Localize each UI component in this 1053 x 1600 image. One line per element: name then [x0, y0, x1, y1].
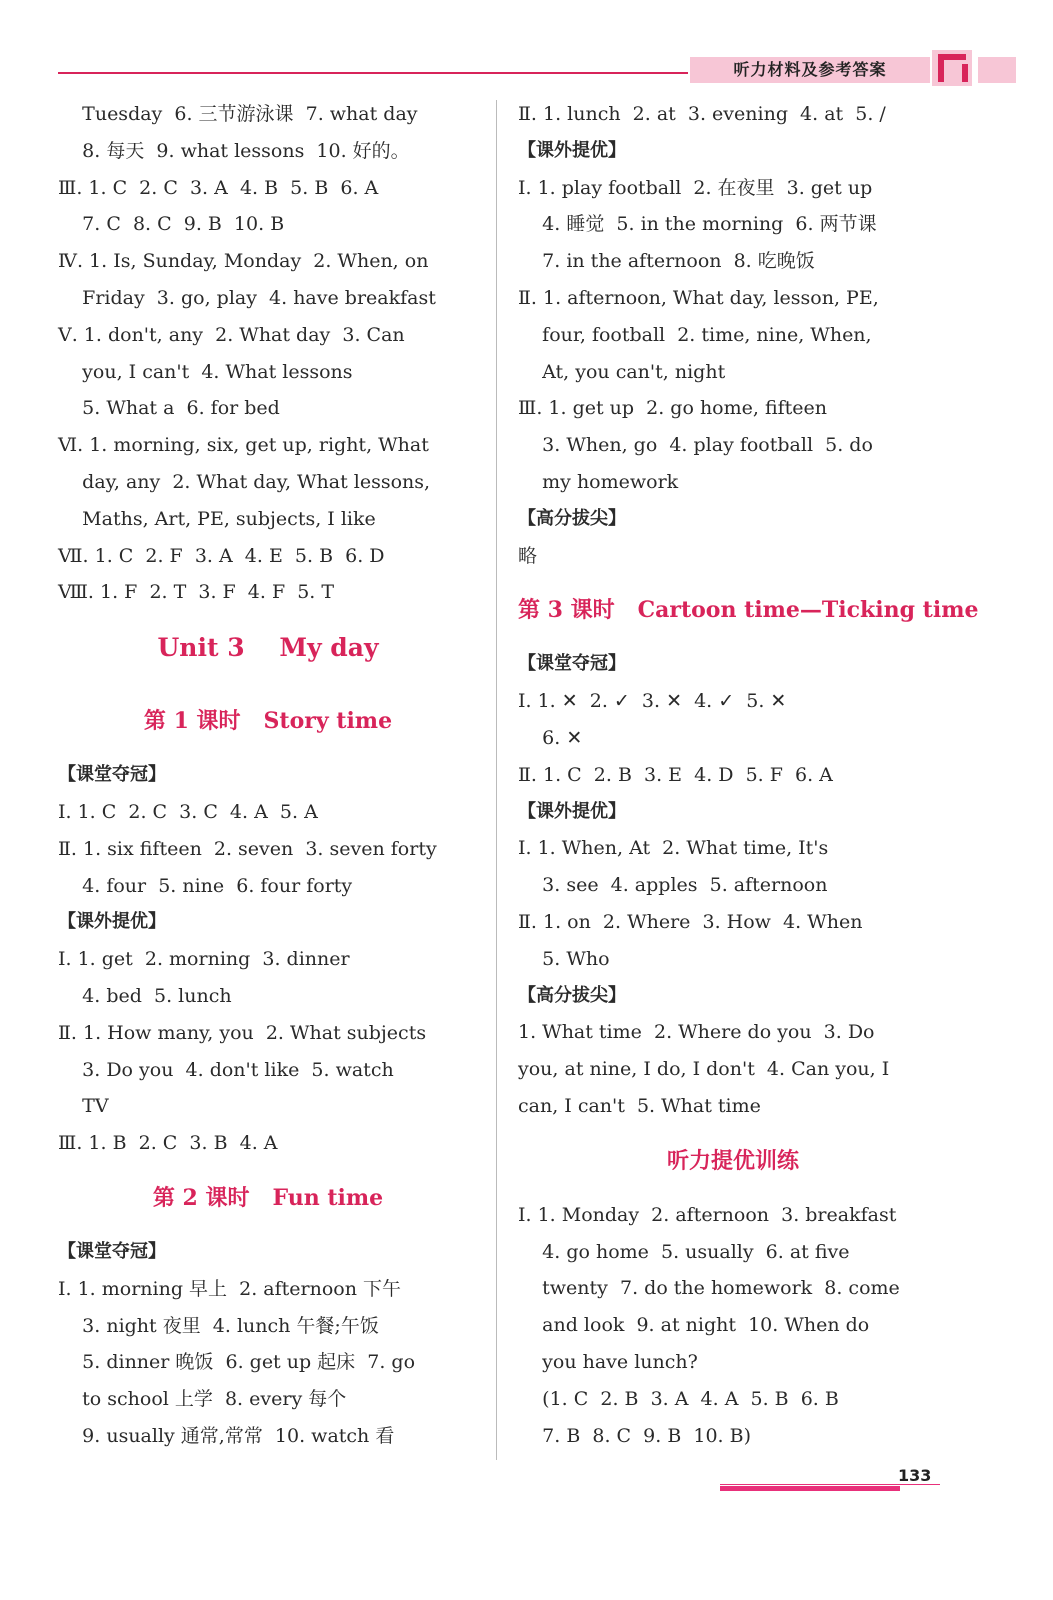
left-answer-line: Ⅶ. 1. C 2. F 3. A 4. E 5. B 6. D: [58, 544, 385, 567]
right-answer-line: Ⅱ. 1. afternoon, What day, lesson, PE,: [518, 286, 879, 309]
left-answer-line: 4. four 5. nine 6. four forty: [58, 874, 353, 897]
header-strip: [978, 57, 1016, 83]
left-answer-line: Ⅰ. 1. get 2. morning 3. dinner: [58, 948, 350, 971]
right-answer-line: 4. 睡觉 5. in the morning 6. 两节课: [518, 213, 877, 236]
left-answer-line: Ⅰ. 1. morning 早上 2. afternoon 下午: [58, 1277, 402, 1300]
right-section-heading: 【高分拔尖】: [518, 507, 626, 529]
right-answer-line: Ⅰ. 1. play football 2. 在夜里 3. get up: [518, 176, 873, 199]
right-answer-line: you, at nine, I do, I don't 4. Can you, I: [518, 1058, 890, 1081]
left-answer-line: Friday 3. go, play 4. have breakfast: [58, 286, 436, 309]
left-answer-line: Ⅰ. 1. C 2. C 3. C 4. A 5. A: [58, 800, 318, 823]
left-answer-line: Ⅱ. 1. six fifteen 2. seven 3. seven forty: [58, 837, 437, 860]
right-answer-line: Ⅲ. 1. get up 2. go home, fifteen: [518, 397, 828, 420]
left-answer-line: 9. usually 通常,常常 10. watch 看: [58, 1424, 395, 1447]
right-answer-line: 5. Who: [518, 947, 610, 970]
left-answer-line: 7. C 8. C 9. B 10. B: [58, 213, 285, 236]
right-answer-line: can, I can't 5. What time: [518, 1094, 761, 1117]
right-answer-line: Ⅱ. 1. lunch 2. at 3. evening 4. at 5. /: [518, 103, 886, 125]
header-title: 听力材料及参考答案: [690, 57, 930, 83]
right-lesson-title: 第 3 课时 Cartoon time—Ticking time: [518, 597, 979, 624]
right-answer-line: 7. in the afternoon 8. 吃晚饭: [518, 250, 815, 273]
right-answer-line: Ⅰ. 1. Monday 2. afternoon 3. breakfast: [518, 1203, 897, 1226]
left-answer-line: Ⅵ. 1. morning, six, get up, right, What: [58, 434, 429, 457]
right-section-heading: 【课外提优】: [518, 139, 626, 161]
right-answer-line: 7. B 8. C 9. B 10. B): [518, 1424, 751, 1447]
footer-accent-bar: [720, 1486, 900, 1491]
left-lesson-title: 第 1 课时 Story time: [143, 708, 393, 735]
right-answer-line: 1. What time 2. Where do you 3. Do: [518, 1021, 875, 1044]
right-answer-line: twenty 7. do the homework 8. come: [518, 1277, 900, 1300]
right-answer-line: Ⅰ. 1. ✕ 2. ✓ 3. ✕ 4. ✓ 5. ✕: [518, 690, 787, 713]
right-section-heading: 【高分拔尖】: [518, 984, 626, 1006]
right-answer-line: and look 9. at night 10. When do: [518, 1314, 870, 1337]
left-answer-line: Ⅴ. 1. don't, any 2. What day 3. Can: [58, 323, 405, 346]
left-answer-line: Ⅱ. 1. How many, you 2. What subjects: [58, 1021, 427, 1044]
right-answer-line: 略: [518, 544, 538, 567]
right-answer-line: (1. C 2. B 3. A 4. A 5. B 6. B: [518, 1387, 839, 1410]
left-answer-line: Ⅳ. 1. Is, Sunday, Monday 2. When, on: [58, 250, 429, 273]
right-answer-line: four, football 2. time, nine, When,: [518, 323, 872, 346]
column-divider: [496, 100, 497, 1460]
right-answer-line: At, you can't, night: [518, 360, 726, 383]
left-answer-line: day, any 2. What day, What lessons,: [58, 470, 431, 493]
right-answer-line: my homework: [518, 470, 679, 493]
right-section-heading: 【课堂夺冠】: [518, 653, 626, 675]
right-answer-line: 3. see 4. apples 5. afternoon: [518, 874, 828, 897]
left-answer-line: to school 上学 8. every 每个: [58, 1388, 347, 1411]
unit-title: Unit 3 My day: [157, 633, 379, 663]
left-column: [58, 96, 478, 1455]
left-answer-line: 3. Do you 4. don't like 5. watch: [58, 1058, 394, 1081]
left-section-heading: 【课外提优】: [58, 911, 166, 933]
left-answer-line: Ⅲ. 1. C 2. C 3. A 4. B 5. B 6. A: [58, 176, 379, 199]
left-answer-line: 5. What a 6. for bed: [58, 397, 280, 420]
left-section-heading: 【课堂夺冠】: [58, 764, 166, 786]
header-rule: [58, 72, 688, 74]
left-answer-line: Ⅲ. 1. B 2. C 3. B 4. A: [58, 1132, 278, 1155]
right-section-heading: 【课外提优】: [518, 800, 626, 822]
right-answer-line: 4. go home 5. usually 6. at five: [518, 1240, 850, 1263]
right-answer-line: Ⅰ. 1. When, At 2. What time, It's: [518, 837, 829, 860]
left-answer-line: 3. night 夜里 4. lunch 午餐;午饭: [58, 1314, 379, 1337]
right-answer-line: Ⅱ. 1. on 2. Where 3. How 4. When: [518, 910, 863, 933]
right-lesson-title: 听力提优训练: [666, 1147, 799, 1174]
right-answer-line: 6. ✕: [518, 726, 583, 749]
right-answer-line: Ⅱ. 1. C 2. B 3. E 4. D 5. F 6. A: [518, 763, 833, 786]
left-answer-line: TV: [58, 1095, 109, 1118]
left-answer-line: Ⅷ. 1. F 2. T 3. F 4. F 5. T: [58, 581, 335, 604]
page-number: 133: [898, 1466, 932, 1485]
header-corner-icon: [932, 50, 972, 86]
right-column: [518, 96, 979, 1454]
left-section-heading: 【课堂夺冠】: [58, 1240, 166, 1262]
right-answer-line: you have lunch?: [518, 1350, 698, 1373]
left-answer-line: Maths, Art, PE, subjects, I like: [58, 507, 376, 530]
right-answer-line: 3. When, go 4. play football 5. do: [518, 434, 873, 457]
left-answer-line: Tuesday 6. 三节游泳课 7. what day: [58, 103, 418, 125]
left-answer-line: 8. 每天 9. what lessons 10. 好的。: [58, 139, 410, 162]
left-answer-line: 4. bed 5. lunch: [58, 984, 232, 1007]
left-answer-line: 5. dinner 晚饭 6. get up 起床 7. go: [58, 1351, 416, 1374]
left-answer-line: you, I can't 4. What lessons: [58, 360, 353, 383]
left-lesson-title: 第 2 课时 Fun time: [152, 1184, 384, 1211]
